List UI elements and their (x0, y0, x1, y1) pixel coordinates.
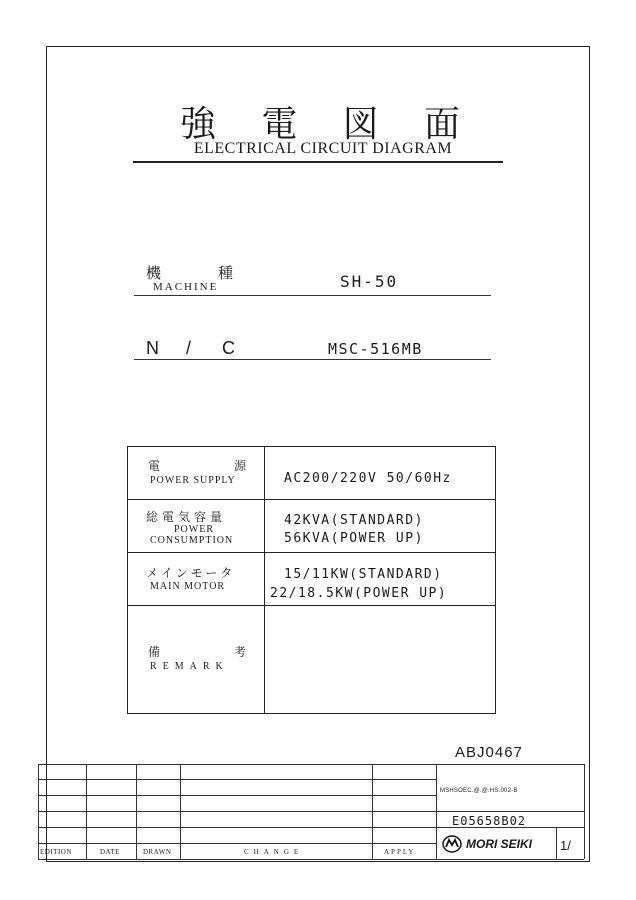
title-block-column-rule (136, 764, 137, 859)
machine-label-en: MACHINE (153, 281, 219, 293)
title-char: 面 (423, 104, 460, 145)
remark-label-en: REMARK (150, 661, 229, 672)
title-block-row-rule (38, 811, 584, 812)
power-consumption-label-en-2: CONSUMPTION (150, 535, 234, 546)
nc-underline (134, 359, 491, 360)
power-consumption-value-1: 42KVA(STANDARD) (284, 513, 424, 528)
main-motor-value-1: 15/11KW(STANDARD) (284, 567, 443, 582)
apply-column-label: APPLY (384, 848, 416, 856)
date-column-label: DATE (100, 848, 120, 856)
edition-column-label: EDITION (40, 848, 72, 856)
power-consumption-value-2: 56KVA(POWER UP) (284, 531, 424, 546)
title-block-row-rule (38, 795, 436, 796)
spec-row-divider (128, 605, 495, 606)
power-consumption-label-en-1: POWER (174, 524, 214, 535)
nc-value: MSC-516MB (328, 340, 423, 358)
drawn-column-label: DRAWN (143, 848, 172, 856)
title-char: 電 (261, 104, 298, 145)
power-supply-label-jp-2: 源 (234, 459, 247, 473)
main-motor-label-en: MAIN MOTOR (150, 581, 226, 592)
title-block-column-rule (86, 764, 87, 859)
main-motor-label-jp: メインモータ (146, 566, 236, 580)
title-char: 図 (342, 104, 379, 145)
remark-label-jp-2: 考 (234, 645, 247, 659)
spec-row-divider (128, 499, 495, 500)
company-name: MORI SEIKI (466, 837, 533, 851)
machine-underline (134, 295, 491, 296)
power-consumption-label-jp: 総電気容量 (146, 510, 227, 524)
title-block-column-rule (556, 827, 557, 859)
spec-table (127, 446, 496, 714)
spec-column-divider (264, 447, 265, 713)
title-block-left-rule (38, 764, 39, 859)
change-column-label: CHANGE (244, 848, 304, 856)
machine-label-jp-2: 種 (218, 264, 234, 282)
nc-label-n: N (146, 338, 159, 358)
spec-row-divider (128, 552, 495, 553)
file-code: MSHSOEC.@.@.HS.002-B (440, 788, 518, 794)
title-block-top-rule (38, 764, 584, 765)
nc-label-slash: / (186, 338, 192, 358)
title-underline (133, 161, 503, 163)
title-block-right-rule (584, 764, 585, 859)
power-supply-label-jp-1: 電 (148, 459, 161, 473)
remark-label-jp-1: 備 (148, 645, 161, 659)
nc-label-c: C (222, 338, 235, 358)
machine-value: SH-50 (340, 272, 399, 291)
title-block-column-rule (436, 764, 437, 859)
drawing-number: E05658B02 (452, 814, 527, 828)
drawing-reference: ABJ0467 (455, 744, 523, 761)
company-logo-icon (442, 835, 462, 853)
power-supply-value: AC200/220V 50/60Hz (284, 471, 452, 486)
title-block-column-rule (372, 764, 373, 859)
power-supply-label-en: POWER SUPPLY (150, 475, 236, 486)
title-char: 強 (180, 104, 217, 145)
main-motor-value-2: 22/18.5KW(POWER UP) (270, 586, 448, 601)
sheet-number: 1/ (560, 838, 571, 853)
title-block-bottom-rule (38, 859, 584, 860)
title-block-row-rule (38, 779, 436, 780)
machine-label-jp-1: 機 (146, 264, 162, 282)
title-block-row-rule (38, 843, 436, 844)
title-english: ELECTRICAL CIRCUIT DIAGRAM (193, 140, 453, 157)
title-block-column-rule (180, 764, 181, 859)
